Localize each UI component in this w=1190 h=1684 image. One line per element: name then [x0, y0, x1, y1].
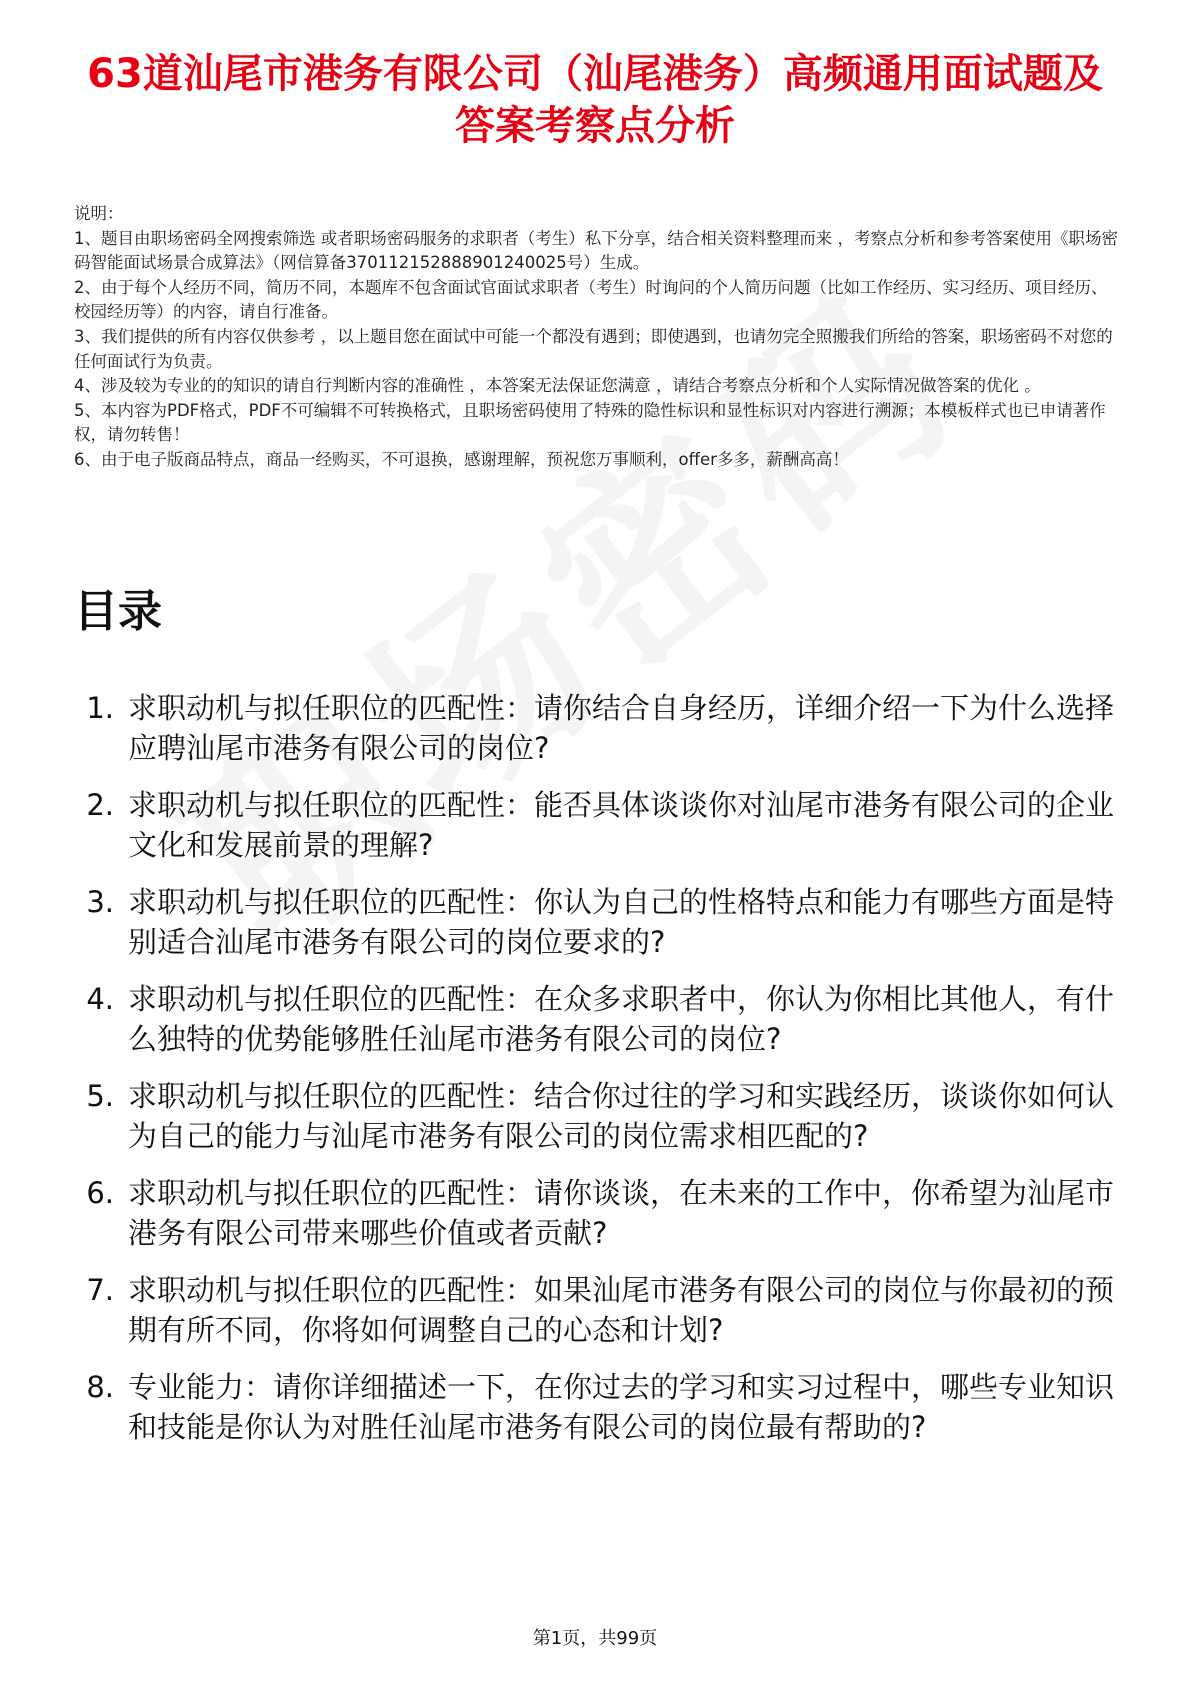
note-item: 5、本内容为PDF格式，PDF不可编辑不可转换格式，且职场密码使用了特殊的隐性标识和显性标识对内容进行溯源；本模板样式也已申请著作权，请勿转售！	[74, 400, 1106, 445]
toc-item-text: 求职动机与拟任职位的匹配性：结合你过往的学习和实践经历，谈谈你如何认为自己的能力与汕尾市港务有限公司的岗位需求相匹配的?	[128, 1079, 1115, 1153]
toc-item-number: 7.	[86, 1273, 114, 1307]
notes-heading: 说明：	[74, 204, 124, 223]
page-footer: 第1页，共99页	[532, 1628, 658, 1649]
toc-item[interactable]	[74, 979, 1120, 1059]
notes-section	[74, 202, 1120, 473]
toc-item[interactable]	[74, 688, 1120, 768]
toc-item[interactable]	[74, 785, 1120, 865]
toc-item-text: 专业能力：请你详细描述一下，在你过去的学习和实习过程中，哪些专业知识和技能是你认为对胜任汕尾市港务有限公司的岗位最有帮助的?	[128, 1370, 1115, 1444]
note-item: 2、由于每个人经历不同，简历不同，本题库不包含面试官面试求职者（考生）时询问的个人简历问题（比如工作经历、实习经历、项目经历、校园经历等）的内容，请自行准备。	[74, 277, 1108, 322]
toc-item-text: 求职动机与拟任职位的匹配性：在众多求职者中，你认为你相比其他人，有什么独特的优势能够胜任汕尾市港务有限公司的岗位?	[128, 982, 1115, 1056]
toc-list	[74, 688, 1120, 1464]
note-item: 6、由于电子版商品特点，商品一经购买，不可退换，感谢理解，预祝您万事顺利，offer多多，薪酬高高！	[74, 449, 849, 469]
toc-item[interactable]	[74, 1367, 1120, 1447]
toc-item-text: 求职动机与拟任职位的匹配性：能否具体谈谈你对汕尾市港务有限公司的企业文化和发展前景的理解?	[128, 788, 1115, 862]
toc-item-number: 4.	[86, 982, 114, 1016]
toc-item[interactable]	[74, 1173, 1120, 1253]
toc-item-number: 3.	[86, 885, 114, 919]
toc-item-number: 2.	[86, 788, 114, 822]
toc-item-number: 8.	[86, 1370, 114, 1404]
document-title: 63道汕尾市港务有限公司（汕尾港务）高频通用面试题及答案考察点分析	[87, 51, 1103, 149]
toc-item-text: 求职动机与拟任职位的匹配性：请你谈谈，在未来的工作中，你希望为汕尾市港务有限公司带来哪些价值或者贡献?	[128, 1176, 1115, 1250]
toc-item-number: 6.	[86, 1176, 114, 1210]
toc-item[interactable]	[74, 882, 1120, 962]
note-item: 4、涉及较为专业的的知识的请自行判断内容的准确性 ，本答案无法保证您满意 ，请结合考察点分析和个人实际情况做答案的优化 。	[74, 376, 1041, 396]
toc-item-text: 求职动机与拟任职位的匹配性：请你结合自身经历，详细介绍一下为什么选择应聘汕尾市港务有限公司的岗位?	[128, 691, 1115, 765]
toc-item[interactable]	[74, 1076, 1120, 1156]
toc-item[interactable]	[74, 1270, 1120, 1350]
toc-item-number: 5.	[86, 1079, 114, 1113]
note-item: 1、题目由职场密码全网搜索筛选 或者职场密码服务的求职者（考生）私下分享，结合相关资料整理而来 ，考察点分析和参考答案使用《职场密码智能面试场景合成算法》（网信算备370112152888901240025号）生成。	[74, 228, 1118, 273]
toc-heading: 目录	[74, 586, 162, 637]
toc-item-number: 1.	[86, 691, 114, 725]
toc-item-text: 求职动机与拟任职位的匹配性：你认为自己的性格特点和能力有哪些方面是特别适合汕尾市港务有限公司的岗位要求的?	[128, 885, 1115, 959]
toc-item-text: 求职动机与拟任职位的匹配性：如果汕尾市港务有限公司的岗位与你最初的预期有所不同，你将如何调整自己的心态和计划?	[128, 1273, 1115, 1347]
note-item: 3、我们提供的所有内容仅供参考 ，以上题目您在面试中可能一个都没有遇到；即使遇到，也请勿完全照搬我们所给的答案，职场密码不对您的任何面试行为负责。	[74, 326, 1113, 371]
